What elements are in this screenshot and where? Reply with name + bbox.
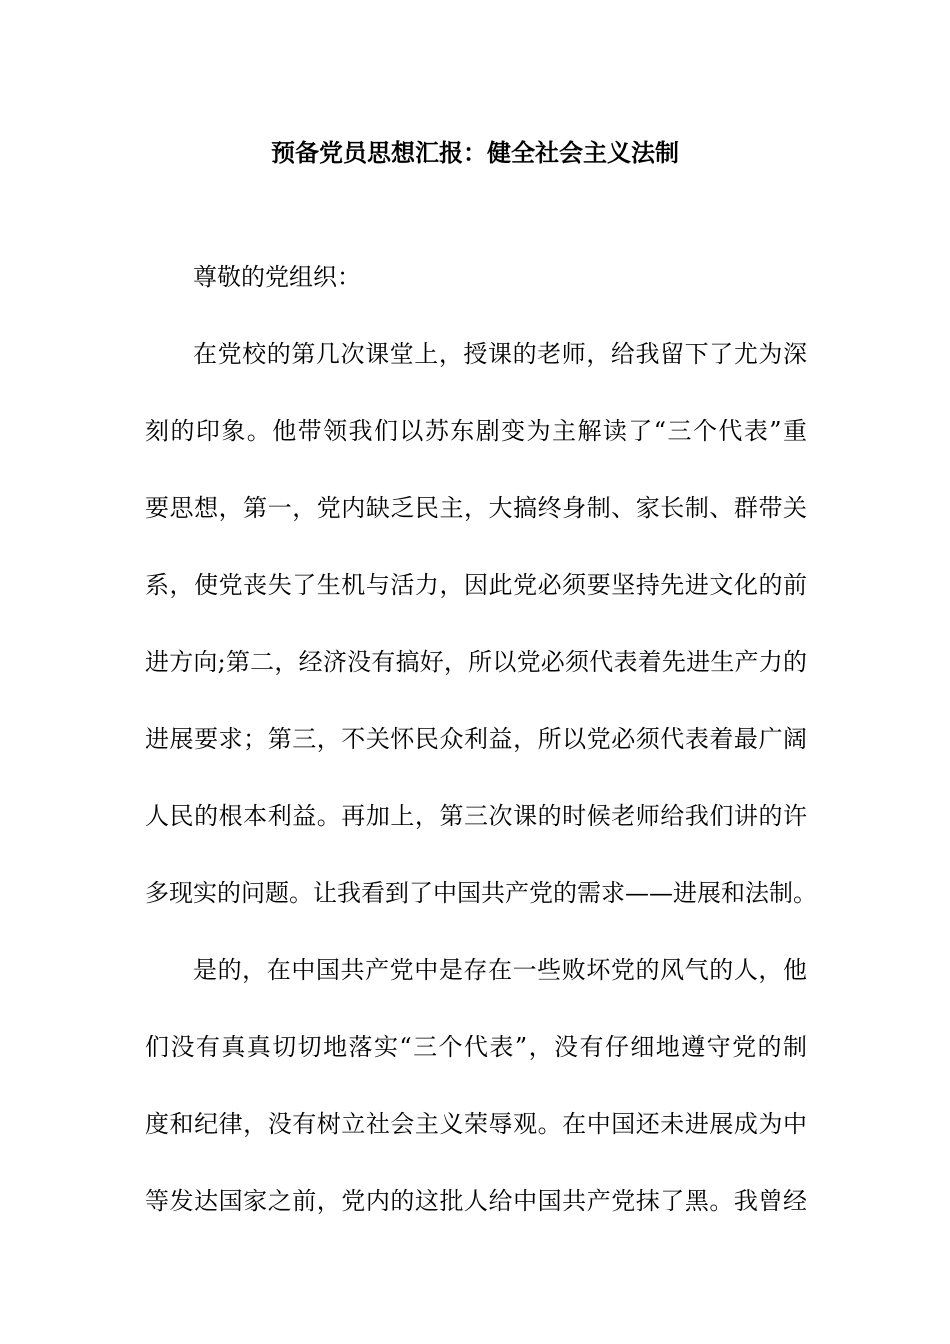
document-body bbox=[145, 255, 817, 1223]
document-title: 预备党员思想汇报：健全社会主义法制 bbox=[271, 138, 679, 167]
paragraph-1 bbox=[145, 332, 817, 915]
text-line: 要思想，第一，党内缺乏民主，大搞终身制、家长制、群带关 bbox=[145, 494, 807, 522]
text-line: 多现实的问题。让我看到了中国共产党的需求——进展和法制。 bbox=[145, 879, 817, 907]
text-line: 是的，在中国共产党中是存在一些败坏党的风气的人，他 bbox=[193, 956, 807, 984]
text-line: 们没有真真切切地落实“三个代表”，没有仔细地遵守党的制 bbox=[145, 1033, 807, 1061]
text-line: 在党校的第几次课堂上，授课的老师，给我留下了尤为深 bbox=[193, 340, 807, 368]
text-line: 刻的印象。他带领我们以苏东剧变为主解读了“三个代表”重 bbox=[145, 417, 807, 445]
text-line: 度和纪律，没有树立社会主义荣辱观。在中国还未进展成为中 bbox=[145, 1110, 807, 1138]
text-line: 进方向;第二，经济没有搞好，所以党必须代表着先进生产力的 bbox=[145, 648, 807, 676]
paragraph-2 bbox=[145, 948, 807, 1223]
text-line: 人民的根本利益。再加上，第三次课的时候老师给我们讲的许 bbox=[145, 802, 807, 830]
salutation: 尊敬的党组织： bbox=[193, 263, 361, 291]
text-line: 等发达国家之前，党内的这批人给中国共产党抹了黑。我曾经 bbox=[145, 1187, 807, 1215]
text-line: 进展要求；第三，不关怀民众利益，所以党必须代表着最广阔 bbox=[145, 725, 807, 753]
text-line: 系，使党丧失了生机与活力，因此党必须要坚持先进文化的前 bbox=[145, 571, 807, 599]
